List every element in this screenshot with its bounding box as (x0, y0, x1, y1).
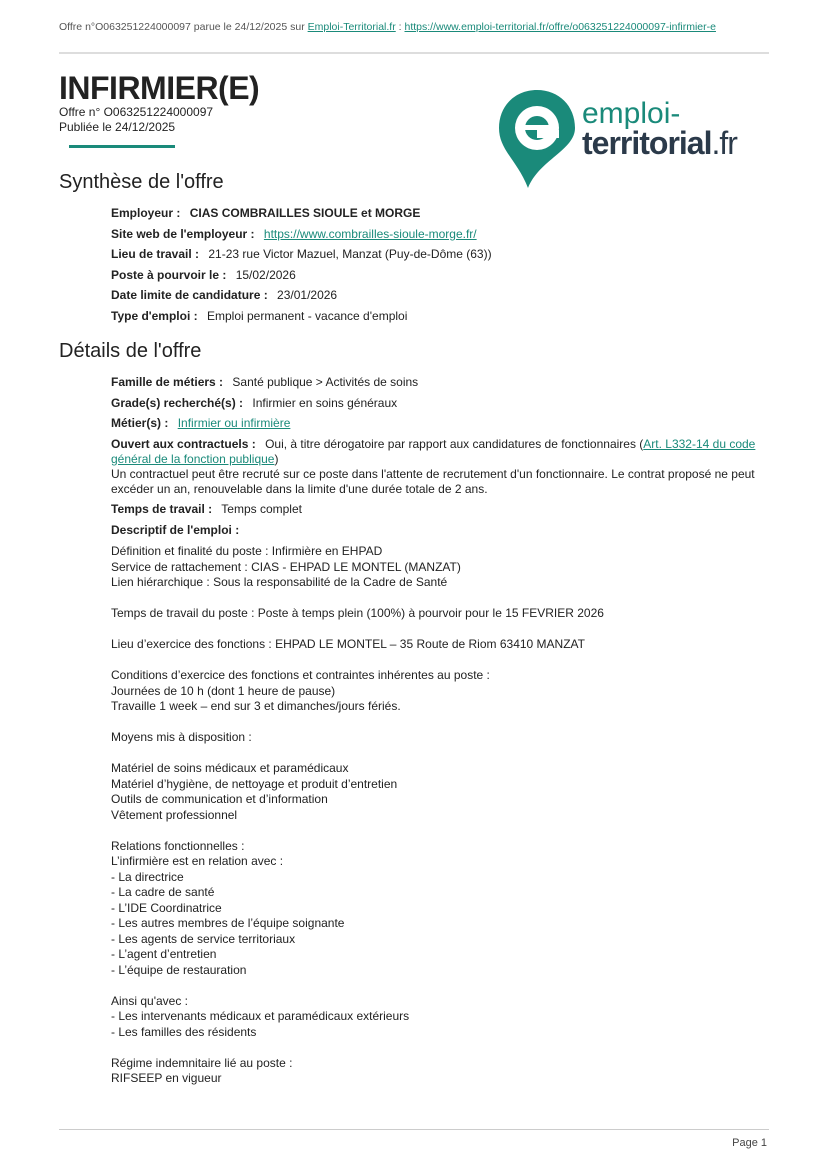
description-line: Travaille 1 week – end sur 3 et dimanches/jours fériés. (111, 699, 401, 713)
field-label: Famille de métiers : (111, 375, 224, 389)
start-date-row (111, 268, 761, 283)
field-label: Type d'emploi : (111, 308, 198, 323)
description-line: L’infirmière est en relation avec : (111, 854, 284, 868)
field-label: Ouvert aux contractuels : (111, 436, 256, 451)
description-line: Définition et finalité du poste : Infirmière en EHPAD (111, 544, 383, 558)
synthese-heading: Synthèse de l'offre (59, 171, 224, 193)
description-line: Régime indemnitaire lié au poste : (111, 1055, 293, 1070)
description-line: Service de rattachement : CIAS - EHPAD LE MONTEL (MANZAT) (111, 559, 461, 574)
contract-row (111, 437, 761, 467)
blank-line (111, 746, 604, 762)
description-line: RIFSEEP en vigueur (111, 1071, 222, 1085)
footer-divider (59, 1129, 769, 1130)
details-section (111, 375, 761, 543)
description-line: - Les agents de service territoriaux (111, 931, 296, 946)
details-heading: Détails de l'offre (59, 340, 202, 362)
employer-row (111, 206, 761, 221)
page-header (59, 20, 769, 34)
field-value: Infirmier en soins généraux (252, 395, 398, 410)
published-date: Publiée le 24/12/2025 (59, 120, 176, 134)
blank-line (111, 978, 604, 994)
blank-line (111, 591, 604, 607)
website-row (111, 227, 761, 242)
field-value: 23/01/2026 (277, 288, 338, 302)
job-description (111, 544, 604, 1087)
field-label: Poste à pourvoir le : (111, 267, 227, 282)
description-line: Vêtement professionnel (111, 807, 238, 822)
field-label: Métier(s) : (111, 416, 169, 430)
field-value: Oui, à titre dérogatoire par rapport aux candidatures de fonctionnaires ( (265, 436, 644, 451)
contract-note: Un contractuel peut être recruté sur ce poste dans l'attente de recrutement d'un fonctionnaire. Le contrat proposé ne peut excéder un an, renouvelable dans la limite d'une durée totale de 2 ans. (111, 466, 755, 496)
field-label: Temps de travail : (111, 502, 213, 516)
description-line: - L’équipe de restauration (111, 962, 247, 977)
blank-line (111, 653, 604, 669)
blank-line (111, 823, 604, 839)
law-article-link[interactable]: Art. L332-14 du code général de la fonction publique (111, 436, 756, 466)
offer-number: Offre n° O063251224000097 (59, 105, 214, 119)
title-underline (69, 145, 175, 148)
field-label: Employeur : (111, 206, 181, 220)
grade-row (111, 396, 761, 411)
description-line: - La directrice (111, 869, 184, 884)
offer-url-link[interactable]: https://www.emploi-territorial.fr/offre/o063251224000097-infirmier-e (404, 21, 716, 33)
field-label: Lieu de travail : (111, 247, 200, 261)
description-line: - Les familles des résidents (111, 1024, 257, 1039)
field-value: 15/02/2026 (235, 267, 296, 282)
description-line: Lien hiérarchique : Sous la responsabilité de la Cadre de Santé (111, 575, 448, 589)
field-label: Date limite de candidature : (111, 288, 268, 302)
field-value: Santé publique > Activités de soins (232, 375, 419, 389)
metier-link[interactable]: Infirmier ou infirmière (177, 416, 291, 430)
header-text: Offre n°O063251224000097 parue le 24/12/2025 sur (59, 21, 308, 33)
description-line: Matériel d’hygiène, de nettoyage et produit d’entretien (111, 776, 398, 791)
description-line: Moyens mis à disposition : (111, 730, 252, 744)
description-line: - L’IDE Coordinatrice (111, 900, 222, 915)
description-line: - La cadre de santé (111, 885, 215, 899)
paren: ) (274, 451, 279, 466)
description-line: Matériel de soins médicaux et paramédicaux (111, 761, 349, 775)
field-label: Grade(s) recherché(s) : (111, 395, 244, 410)
descriptif-label (111, 523, 761, 538)
location-row (111, 247, 761, 262)
job-type-row (111, 309, 761, 324)
description-line: Outils de communication et d’information (111, 792, 328, 806)
page-number: Page 1 (732, 1137, 767, 1149)
family-row (111, 375, 761, 390)
metier-row (111, 416, 761, 431)
description-line: - Les autres membres de l’équipe soignante (111, 916, 345, 930)
header-divider (59, 52, 769, 54)
header-sep: : (395, 21, 405, 33)
employer-name: CIAS COMBRAILLES SIOULE et MORGE (189, 206, 421, 220)
logo-text-bottom: territorial.fr (582, 125, 737, 161)
site-link[interactable]: Emploi-Territorial.fr (307, 21, 396, 33)
emploi-territorial-logo (497, 88, 759, 190)
description-line: Ainsi qu'avec : (111, 993, 188, 1008)
logo-text-top: emploi- (582, 97, 681, 130)
work-time-row (111, 502, 761, 517)
description-line: - L’agent d’entretien (111, 947, 217, 961)
blank-line (111, 715, 604, 731)
field-value: Emploi permanent - vacance d'emploi (206, 308, 408, 323)
description-line: Conditions d’exercice des fonctions et contraintes inhérentes au poste : (111, 668, 490, 682)
field-value: 21-23 rue Victor Mazuel, Manzat (Puy-de-Dôme (63)) (208, 247, 492, 261)
page-title: INFIRMIER(E) (59, 70, 260, 106)
field-label: Descriptif de l'emploi : (111, 522, 240, 537)
offer-meta (59, 105, 213, 135)
blank-line (111, 1040, 604, 1056)
blank-line (111, 622, 604, 638)
employer-website-link[interactable]: https://www.combrailles-sioule-morge.fr/ (263, 226, 477, 241)
field-value: Temps complet (221, 502, 302, 516)
description-line: - Les intervenants médicaux et paramédicaux extérieurs (111, 1009, 410, 1023)
deadline-row (111, 288, 761, 303)
field-label: Site web de l'employeur : (111, 226, 255, 241)
description-line: Temps de travail du poste : Poste à temps plein (100%) à pourvoir pour le 15 FEVRIER 2026 (111, 606, 604, 620)
description-line: Journées de 10 h (dont 1 heure de pause) (111, 683, 336, 698)
description-line: Lieu d’exercice des fonctions : EHPAD LE MONTEL – 35 Route de Riom 63410 MANZAT (111, 637, 585, 651)
synthese-section (111, 206, 761, 329)
description-line: Relations fonctionnelles : (111, 838, 245, 853)
